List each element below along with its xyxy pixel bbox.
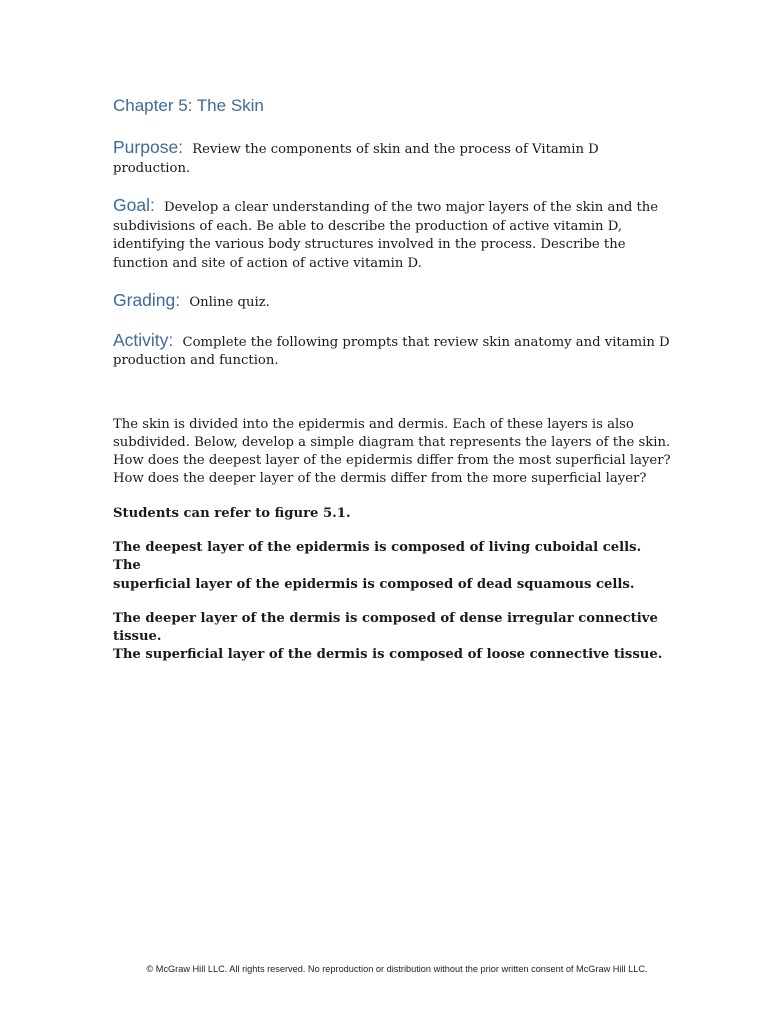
grading-section [113, 291, 673, 313]
activity-text: Complete the following prompts that review skin anatomy and vitamin D production and function. [113, 334, 670, 368]
purpose-heading: Purpose: [113, 137, 184, 157]
answer-line: The superficial layer of the dermis is composed of loose connective tissue. [113, 647, 663, 663]
prompt-paragraph [113, 416, 673, 489]
dermis-answer [113, 610, 673, 665]
grading-text: Online quiz. [189, 295, 270, 310]
goal-heading: Goal: [113, 195, 155, 215]
purpose-section [113, 138, 673, 178]
activity-heading: Activity: [113, 329, 174, 350]
activity-section [113, 331, 673, 371]
goal-section [113, 196, 673, 273]
prompt-line: subdivided. Below, develop a simple diagram that represents the layers of the skin. [113, 434, 671, 450]
refer-answer: Students can refer to figure 5.1. [113, 505, 351, 521]
purpose-text: Review the components of skin and the process of Vitamin D production. [113, 142, 599, 176]
epidermis-answer [113, 539, 673, 594]
chapter-title: Chapter 5: The Skin [113, 96, 264, 115]
copyright-footer: © McGraw Hill LLC. All rights reserved. No reproduction or distribution without the prior written consent of McGraw Hill LLC. [146, 964, 648, 974]
answer-line: The deeper layer of the dermis is composed of dense irregular connective tissue. [113, 610, 658, 645]
document-page [113, 96, 673, 665]
goal-text: Develop a clear understanding of the two major layers of the skin and the subdivisions of each. Be able to describe the production of active vitamin D, identifying the various body structures involved in the process. Describe the function and site of action of active vitamin D. [113, 200, 659, 271]
prompt-line: The skin is divided into the epidermis and dermis. Each of these layers is also [113, 416, 634, 432]
answer-line: superficial layer of the epidermis is composed of dead squamous cells. [113, 576, 635, 592]
prompt-line: How does the deepest layer of the epidermis differ from the most superficial layer? [113, 453, 671, 469]
prompt-line: How does the deeper layer of the dermis differ from the more superficial layer? [113, 471, 647, 487]
grading-heading: Grading: [113, 290, 181, 310]
answer-line: The deepest layer of the epidermis is composed of living cuboidal cells. The [113, 539, 642, 574]
